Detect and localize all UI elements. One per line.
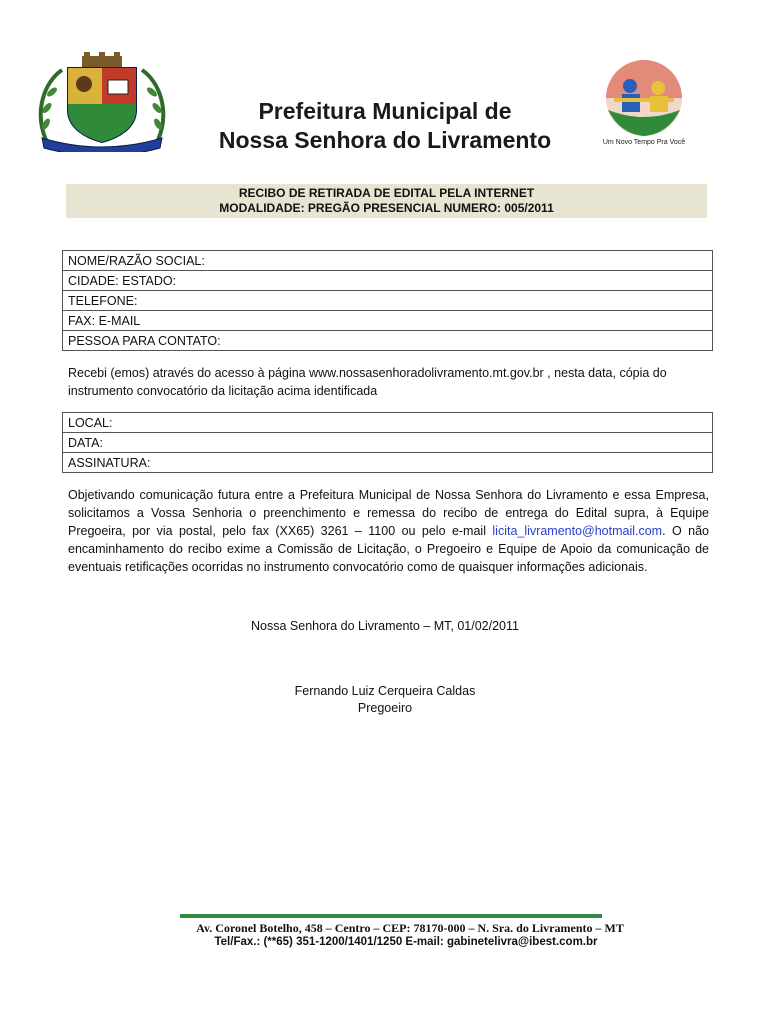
- document-banner: [66, 184, 707, 218]
- receipt-statement: Recebi (emos) através do acesso à página www.nossasenhoradolivramento.mt.gov.br , nesta data, cópia do instrumento convocatório da licitação acima identificada: [68, 366, 667, 398]
- notice-paragraph: [68, 486, 709, 576]
- banner-line-1: RECIBO DE RETIRADA DE EDITAL PELA INTERNET: [238, 186, 535, 200]
- page-title: [180, 97, 590, 155]
- signature-form: [62, 412, 713, 473]
- form-row: [63, 291, 713, 311]
- form-row: [63, 413, 713, 433]
- notice-text-start: Objetivando comunicação futura entre a Prefeitura Municipal de Nossa Senhora do Livramento e essa Empresa, solicitamos a Vossa Senhoria o preenchimento e remessa do recibo de entrega do Edital supra, à Equipe Pregoeira, por via postal, pelo fax (XX65) 3261 – 1100 ou pelo e-mail: [68, 488, 709, 538]
- form-row: [63, 251, 713, 271]
- footer-contact: Tel/Fax.: (**65) 351-1200/1401/1250 E-mail: gabinetelivra@ibest.com.br: [214, 936, 598, 948]
- form-row: [63, 453, 713, 473]
- field-date[interactable]: DATA:: [63, 433, 713, 453]
- form-row: [63, 331, 713, 351]
- form-row: [63, 433, 713, 453]
- footer-address: Av. Coronel Botelho, 458 – Centro – CEP: 78170-000 – N. Sra. do Livramento – MT: [196, 921, 624, 935]
- field-location[interactable]: LOCAL:: [63, 413, 713, 433]
- signatory-name: Fernando Luiz Cerqueira Caldas: [294, 684, 476, 698]
- title-line-1: Prefeitura Municipal de: [258, 98, 512, 124]
- signatory-role: Pregoeiro: [357, 701, 413, 715]
- title-line-2: Nossa Senhora do Livramento: [218, 127, 552, 153]
- contact-email-link[interactable]: licita_livramento@hotmail.com: [492, 524, 663, 538]
- field-fax-email[interactable]: FAX: E-MAIL: [63, 311, 713, 331]
- program-logo-emblem: [598, 58, 690, 138]
- banner-line-2: MODALIDADE: PREGÃO PRESENCIAL NUMERO: 005/2011: [219, 201, 554, 215]
- place-and-date: Nossa Senhora do Livramento – MT, 01/02/2011: [251, 619, 519, 633]
- field-company-name[interactable]: NOME/RAZÃO SOCIAL:: [63, 251, 713, 271]
- footer-divider: [180, 914, 602, 918]
- field-signature[interactable]: ASSINATURA:: [63, 453, 713, 473]
- form-row: [63, 311, 713, 331]
- field-city-state[interactable]: CIDADE: ESTADO:: [63, 271, 713, 291]
- program-logo: [598, 58, 690, 150]
- notice-text-end: . O não encaminhamento do recibo exime a Comissão de Licitação, o Pregoeiro e Equipe de Apoio da comunicação de eventuais retificações ocorridas no instrumento convocatório como de quaisquer informações adicionais.: [68, 524, 709, 574]
- field-phone[interactable]: TELEFONE:: [63, 291, 713, 311]
- municipal-crest-logo: [38, 52, 166, 152]
- form-row: [63, 271, 713, 291]
- field-contact-person[interactable]: PESSOA PARA CONTATO:: [63, 331, 713, 351]
- company-info-form: [62, 250, 713, 351]
- logo-tagline: Um Novo Tempo Pra Você: [602, 139, 686, 146]
